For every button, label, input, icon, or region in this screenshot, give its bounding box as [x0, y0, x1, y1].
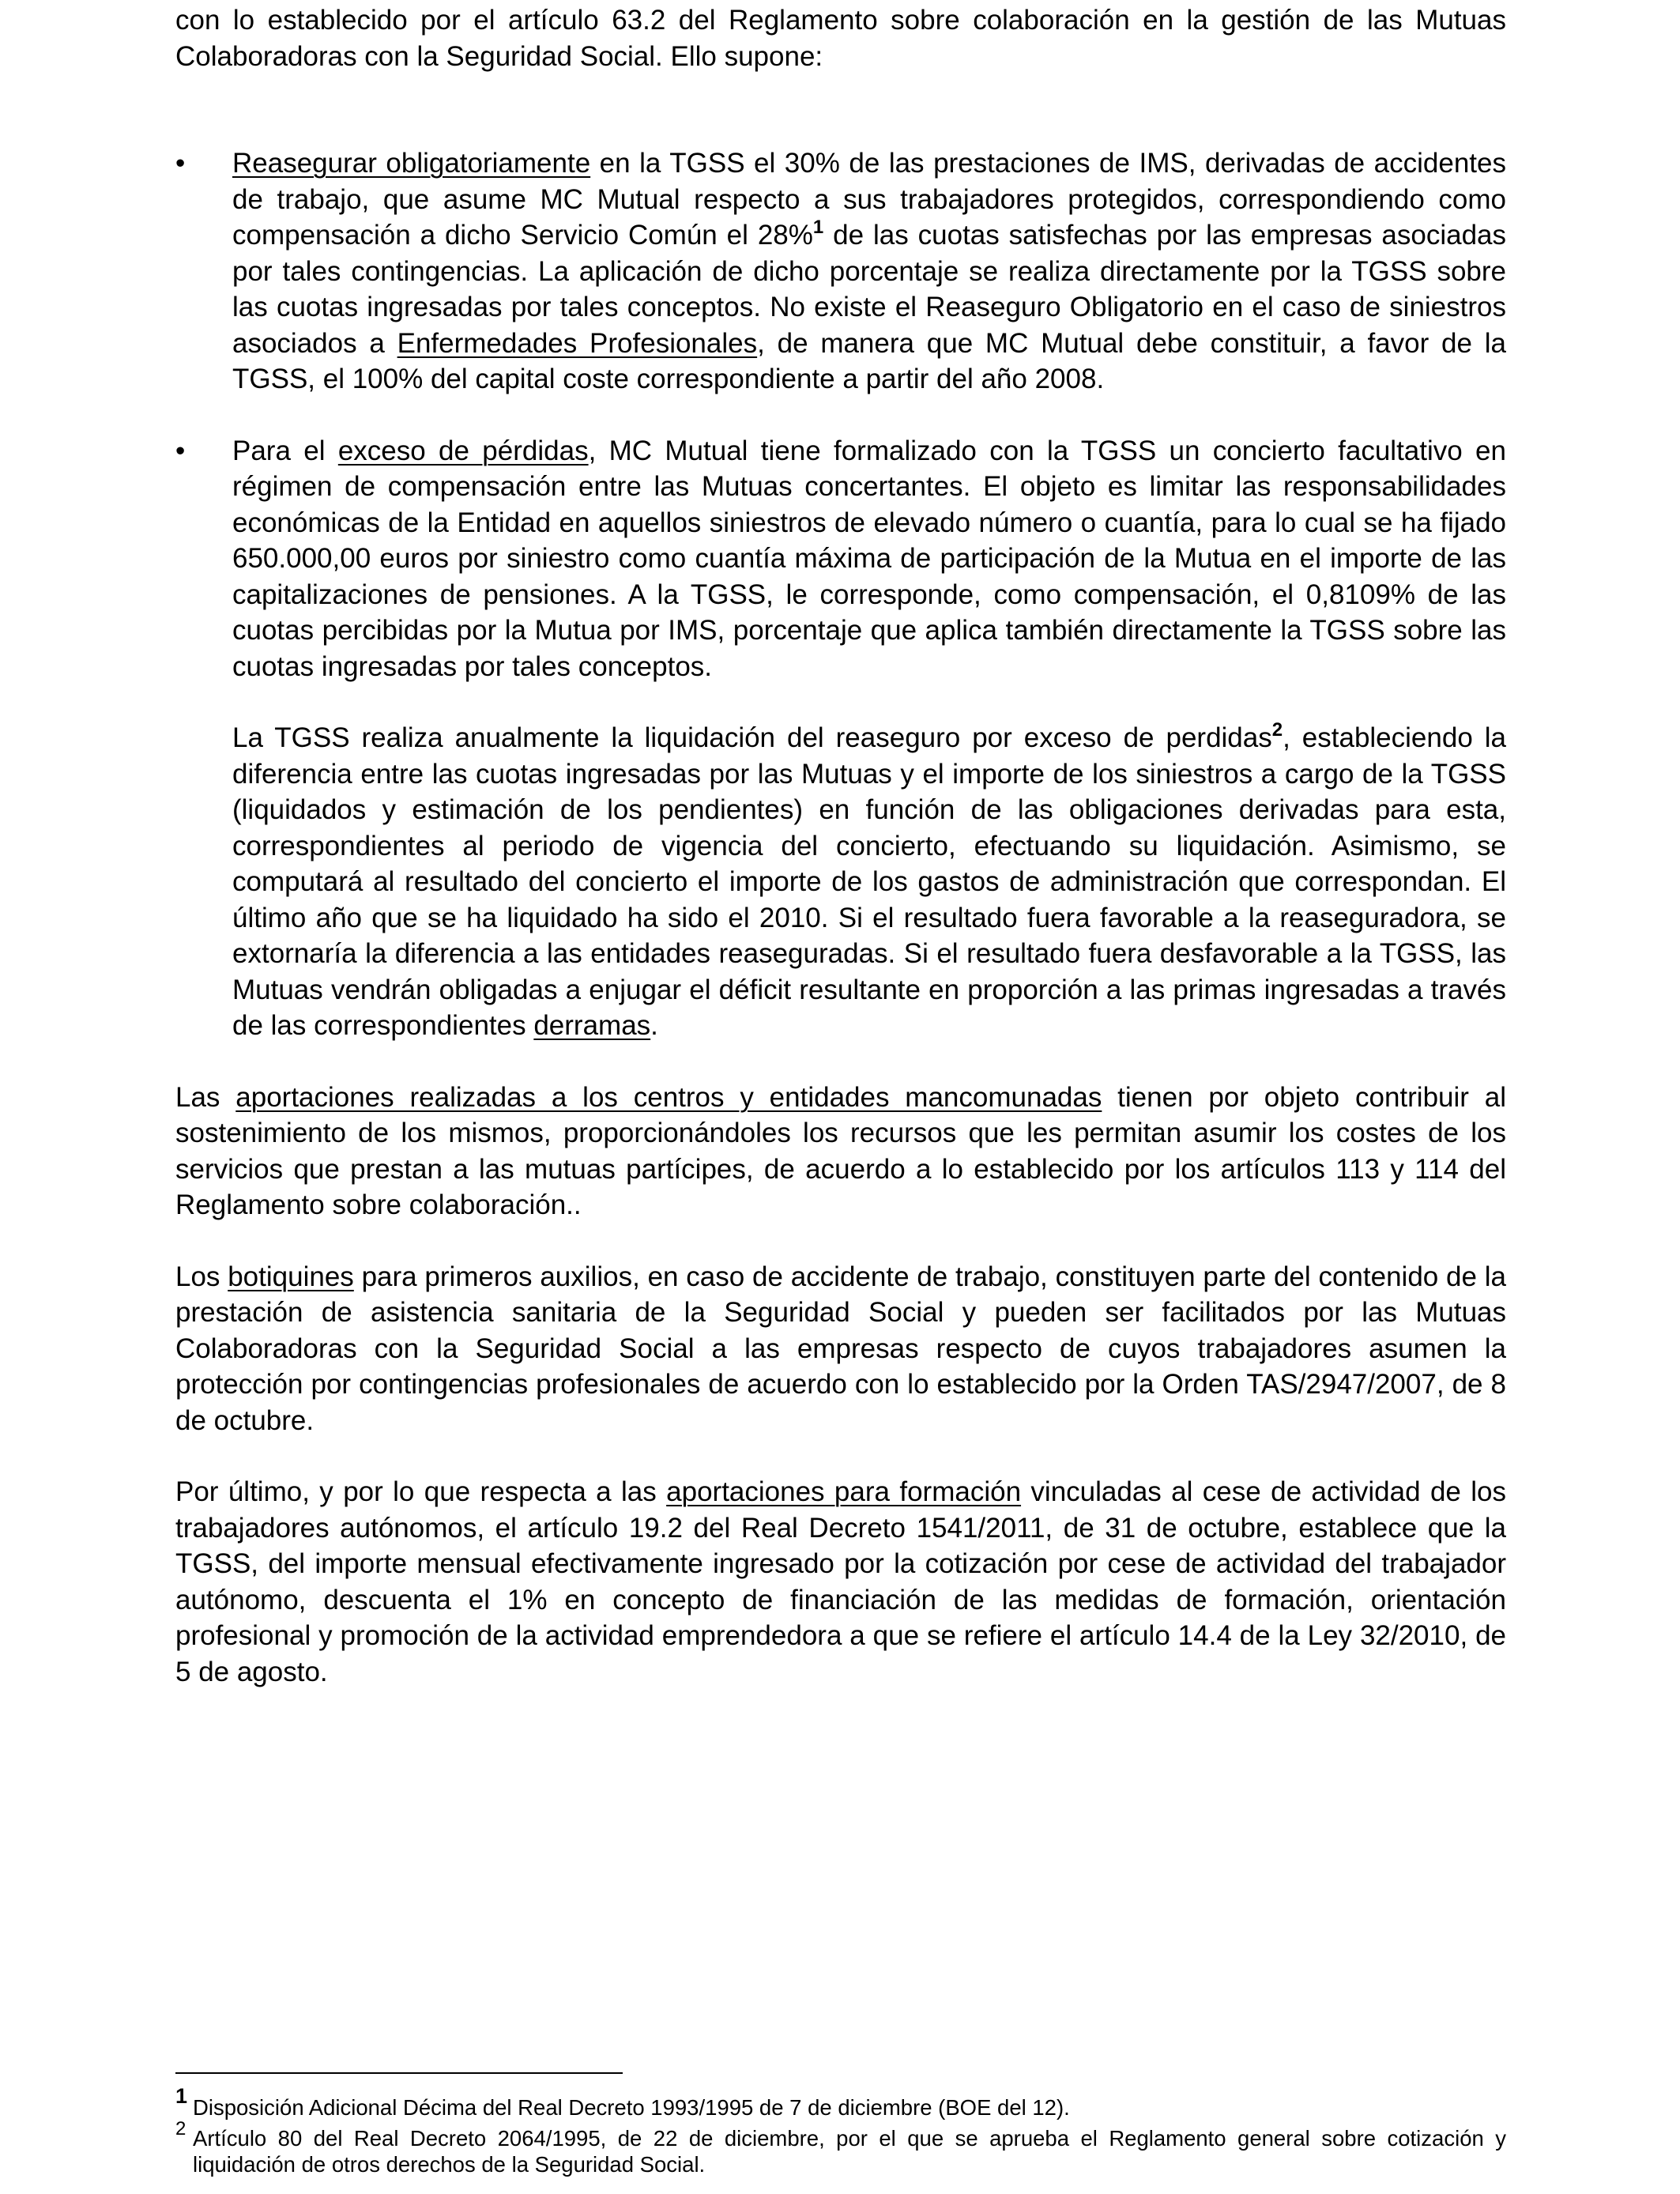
body-text: Para el — [232, 435, 338, 466]
footnote-ref[interactable]: 1 — [812, 217, 824, 238]
underlined-term: exceso de pérdidas — [337, 435, 589, 466]
body-text: en la TGSS el 30% de las prestaciones de IMS, derivadas de accidentes de trabajo, que asume MC Mutual respecto a sus trabajadores protegidos, correspondiendo como compensación a dicho Servicio Común el 28% — [232, 148, 1506, 251]
paragraph-botiquines — [175, 1259, 1506, 1439]
footnote-mark: 1 — [175, 2084, 188, 2108]
bullet-sub-paragraph — [232, 720, 1506, 1044]
footnote-divider — [175, 2072, 623, 2074]
document-page — [175, 0, 1506, 1690]
paragraph-aportaciones-mancomunadas — [175, 1080, 1506, 1223]
body-text: Los — [175, 1261, 228, 1292]
body-text: tienen por objeto contribuir al sostenimiento de los mismos, proporcionándoles los recursos que les permitan asumir los costes de los servicios que prestan a las mutuas partícipes, de acuerdo a lo establecido por los artículos 113 y 114 del Reglamento sobre colaboración.. — [175, 1081, 1506, 1220]
body-text: . — [650, 1010, 658, 1041]
underlined-term: Reasegurar obligatoriamente — [232, 148, 591, 179]
footnote-1 — [175, 2084, 1506, 2120]
underlined-term: derramas — [533, 1010, 651, 1041]
footnotes-section — [175, 2072, 1506, 2182]
intro-paragraph: con lo establecido por el artículo 63.2 del Reglamento sobre colaboración en la gestión de las Mutuas Colaboradoras con la Seguridad Social. Ello supone: — [175, 5, 1506, 72]
list-item-reaseguro-obligatorio — [175, 145, 1506, 398]
footnote-text: Artículo 80 del Real Decreto 2064/1995, de 22 de diciembre, por el que se aprueba el Reglamento general sobre cotización y liquidación de otros derechos de la Seguridad Social. — [193, 2126, 1506, 2177]
body-text: , de manera que MC Mutual debe constituir, a favor de la TGSS, el 100% del capital coste correspondiente a partir del año 2008. — [232, 327, 1506, 394]
body-text: , estableciendo la diferencia entre las cuotas ingresadas por las Mutuas y el importe de los siniestros a cargo de la TGSS (liquidados y estimación de los pendientes) en función de las obligaciones derivadas para esta, correspondientes al periodo de vigencia del concierto, efectuando su liquidación. Asimismo, se computará al resultado del concierto el importe de los gastos de administración que correspondan. El último año que se ha liquidado ha sido el 2010. Si el resultado fuera favorable a la reaseguradora, se extornaría la diferencia a las entidades reaseguradas. Si el resultado fuera desfavorable a la TGSS, las Mutuas vendrán obligadas a enjugar el déficit resultante en proporción a las primas ingresadas a través de las correspondientes — [232, 722, 1506, 1041]
reinsurance-bullet-list — [175, 145, 1506, 1044]
underlined-term: botiquines — [228, 1261, 354, 1292]
underlined-term: aportaciones para formación — [666, 1476, 1022, 1507]
paragraph-aportaciones-formacion — [175, 1474, 1506, 1690]
bullet-icon: • — [175, 148, 186, 179]
body-text: para primeros auxilios, en caso de accidente de trabajo, constituyen parte del contenido de la prestación de asistencia sanitaria de la Seguridad Social y pueden ser facilitados por las Mutuas Colaboradoras con la Seguridad Social a las empresas respecto de cuyos trabajadores asumen la protección por contingencias profesionales de acuerdo con lo establecido por la Orden TAS/2947/2007, de 8 de octubre. — [175, 1261, 1506, 1436]
body-text: Por último, y por lo que respecta a las — [175, 1476, 667, 1507]
footnote-ref[interactable]: 2 — [1271, 719, 1283, 741]
body-text: vinculadas al cese de actividad de los trabajadores autónomos, el artículo 19.2 del Real Decreto 1541/2011, de 31 de octubre, establece que la TGSS, del importe mensual efectivamente ingresado por la cotización por cese de actividad del trabajador autónomo, descuenta el 1% en concepto de financiación de las medidas de formación, orientación profesional y promoción de la actividad emprendedora a que se refiere el artículo 14.4 de la Ley 32/2010, de 5 de agosto. — [175, 1476, 1506, 1687]
footnote-text: Disposición Adicional Décima del Real Decreto 1993/1995 de 7 de diciembre (BOE del 12). — [193, 2095, 1070, 2120]
body-text: , MC Mutual tiene formalizado con la TGSS un concierto facultativo en régimen de compensación entre las Mutuas concertantes. El objeto es limitar las responsabilidades económicas de la Entidad en aquellos siniestros de elevado número o cuantía, para lo cual se ha fijado 650.000,00 euros por siniestro como cuantía máxima de participación de la Mutua en el importe de las capitalizaciones de pensiones. A la TGSS, le corresponde, como compensación, el 0,8109% de las cuotas percibidas por la Mutua por IMS, porcentaje que aplica también directamente la TGSS sobre las cuotas ingresadas por tales conceptos. — [232, 435, 1506, 682]
list-item-exceso-perdidas — [175, 433, 1506, 1044]
body-text: de las cuotas satisfechas por las empresas asociadas por tales contingencias. La aplicación de dicho porcentaje se realiza directamente por la TGSS sobre las cuotas ingresadas por tales conceptos. No existe el Reaseguro Obligatorio en el caso de siniestros asociados a — [232, 220, 1506, 359]
bullet-paragraph — [232, 145, 1506, 398]
bullet-paragraph — [232, 433, 1506, 685]
underlined-term: Enfermedades Profesionales — [397, 327, 758, 359]
body-text: Las — [175, 1081, 236, 1113]
footnote-2 — [175, 2118, 1506, 2177]
bullet-icon: • — [175, 435, 186, 466]
underlined-term: aportaciones realizadas a los centros y entidades mancomunadas — [235, 1081, 1102, 1113]
body-text: La TGSS realiza anualmente la liquidación del reaseguro por exceso de perdidas — [232, 722, 1272, 753]
footnote-mark: 2 — [175, 2118, 186, 2139]
